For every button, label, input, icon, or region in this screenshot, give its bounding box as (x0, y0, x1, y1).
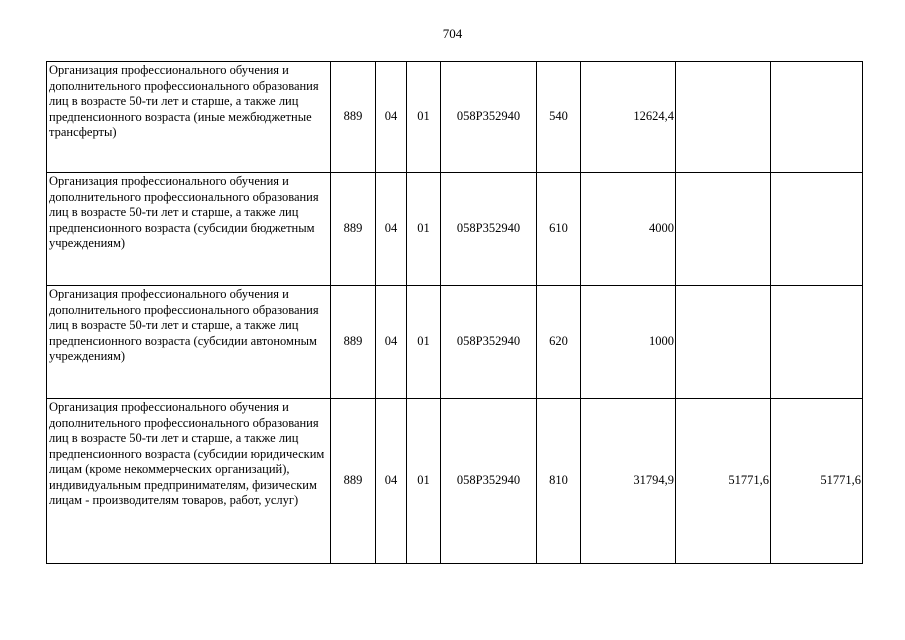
subsection-code: 01 (407, 173, 441, 286)
table-row (47, 286, 863, 399)
row-description: Организация профессионального обучения и дополнительного профессионального образования лиц в возрасте 50-ти лет и старше, а также лиц предпенсионного возраста (иные межбюджетные трансферты) (47, 62, 331, 173)
table-row (47, 399, 863, 564)
table-row (47, 173, 863, 286)
expense-type-code: 540 (537, 62, 581, 173)
target-article-code: 058Р352940 (441, 399, 537, 564)
amount-3 (771, 286, 863, 399)
target-article-code: 058Р352940 (441, 286, 537, 399)
section-code: 04 (376, 399, 407, 564)
budget-table (46, 61, 863, 564)
ministry-code: 889 (331, 399, 376, 564)
subsection-code: 01 (407, 286, 441, 399)
row-description: Организация профессионального обучения и дополнительного профессионального образования лиц в возрасте 50-ти лет и старше, а также лиц предпенсионного возраста (субсидии автономным учреждениям) (47, 286, 331, 399)
ministry-code: 889 (331, 173, 376, 286)
section-code: 04 (376, 62, 407, 173)
expense-type-code: 620 (537, 286, 581, 399)
amount-2 (676, 173, 771, 286)
amount-2: 51771,6 (676, 399, 771, 564)
amount-2 (676, 286, 771, 399)
amount-2 (676, 62, 771, 173)
amount-3 (771, 62, 863, 173)
amount-1: 12624,4 (581, 62, 676, 173)
target-article-code: 058Р352940 (441, 173, 537, 286)
subsection-code: 01 (407, 399, 441, 564)
amount-3: 51771,6 (771, 399, 863, 564)
row-description: Организация профессионального обучения и дополнительного профессионального образования лиц в возрасте 50-ти лет и старше, а также лиц предпенсионного возраста (субсидии бюджетным учреждениям) (47, 173, 331, 286)
table-row (47, 62, 863, 173)
page-number: 704 (442, 26, 463, 41)
amount-1: 31794,9 (581, 399, 676, 564)
amount-1: 1000 (581, 286, 676, 399)
subsection-code: 01 (407, 62, 441, 173)
section-code: 04 (376, 286, 407, 399)
amount-3 (771, 173, 863, 286)
amount-1: 4000 (581, 173, 676, 286)
expense-type-code: 810 (537, 399, 581, 564)
ministry-code: 889 (331, 286, 376, 399)
section-code: 04 (376, 173, 407, 286)
target-article-code: 058Р352940 (441, 62, 537, 173)
row-description: Организация профессионального обучения и дополнительного профессионального образования лиц в возрасте 50-ти лет и старше, а также лиц предпенсионного возраста (субсидии юридическим лицам (кроме некоммерческих организаций), индивидуальным предпринимателям, физическим лицам - производителям товаров, работ, услуг) (47, 399, 331, 564)
expense-type-code: 610 (537, 173, 581, 286)
ministry-code: 889 (331, 62, 376, 173)
